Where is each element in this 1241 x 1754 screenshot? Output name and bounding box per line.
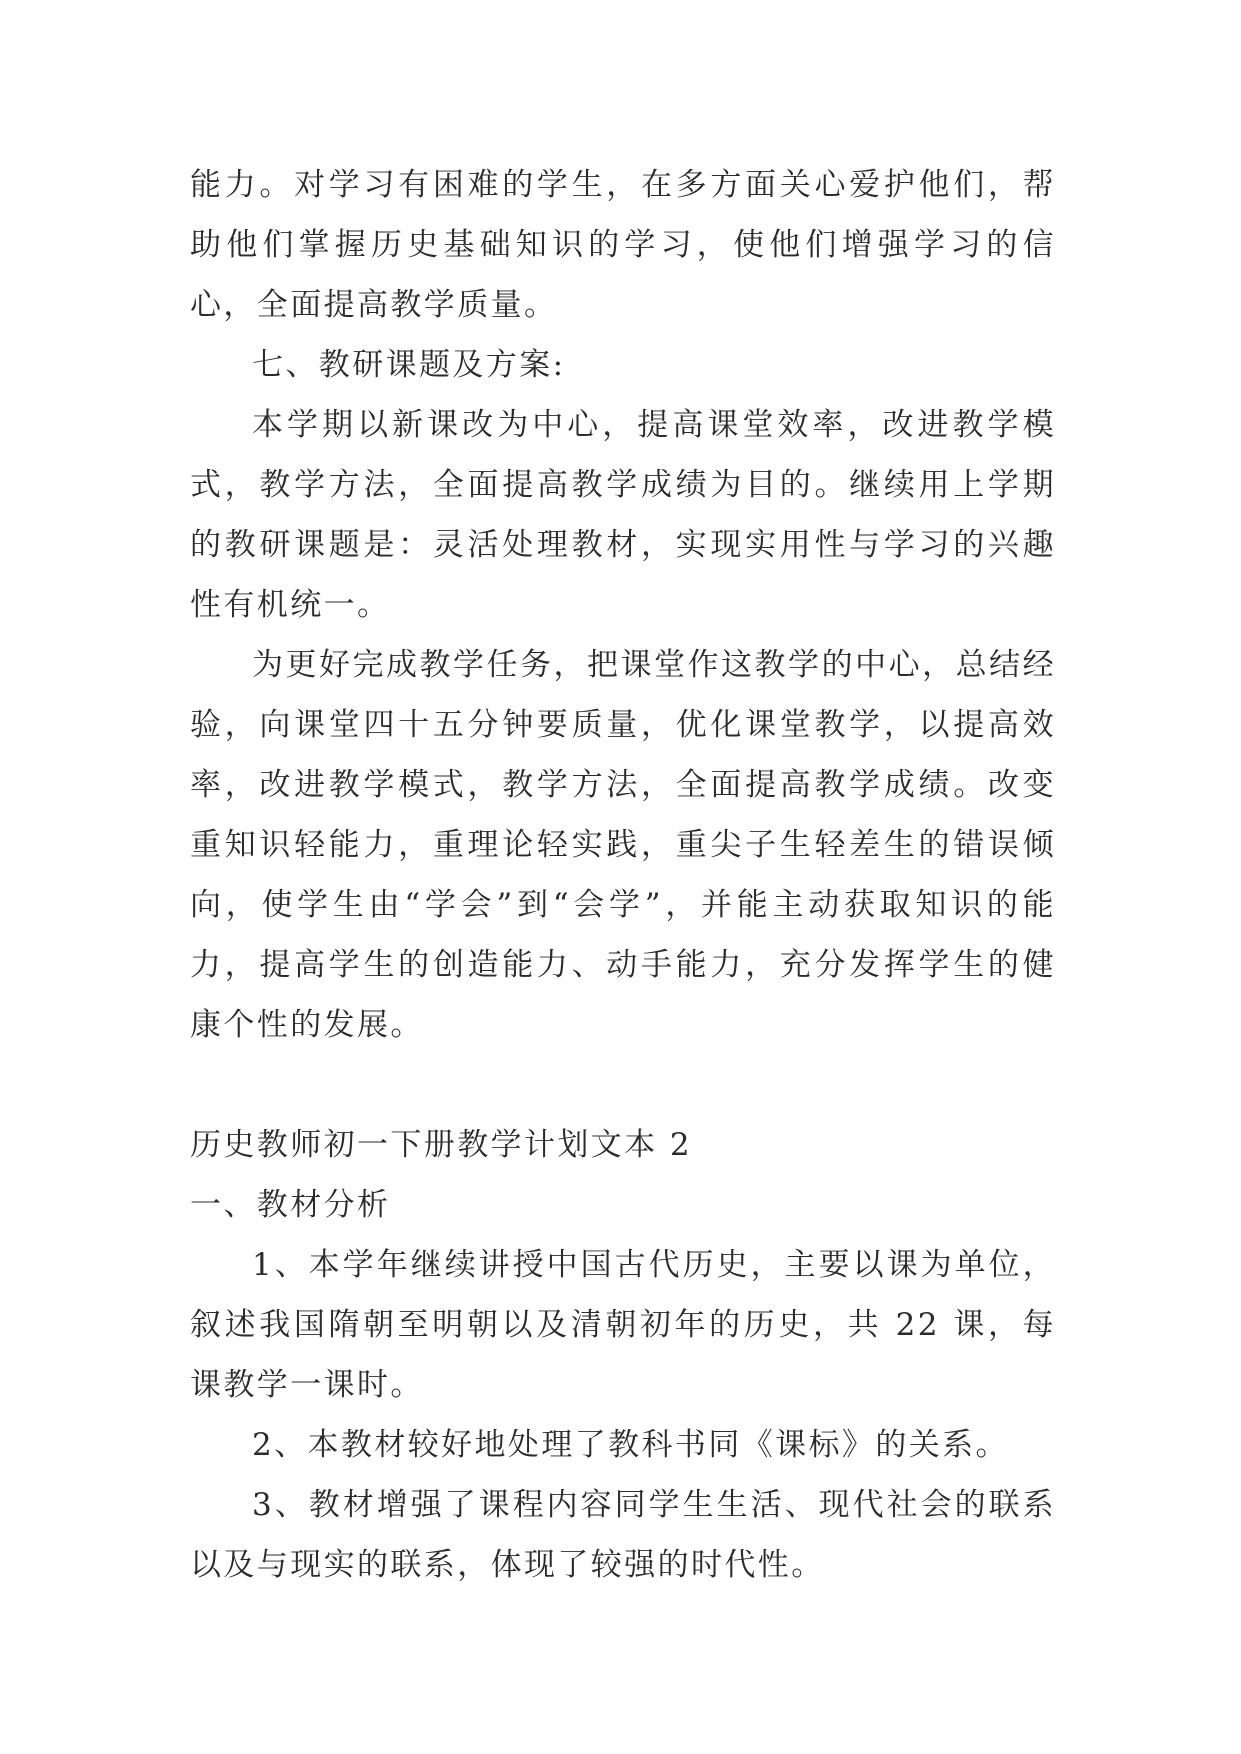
list-item-1: 1、本学年继续讲授中国古代历史，主要以课为单位，叙述我国隋朝至明朝以及清朝初年的历史，共 22 课，每课教学一课时。 bbox=[190, 1247, 1056, 1403]
section-heading-research: 七、教研课题及方案: bbox=[252, 347, 566, 383]
list-item-2: 2、本教材较好地处理了教科书同《课标》的关系。 bbox=[252, 1427, 1009, 1463]
document-section-title: 历史教师初一下册教学计划文本 2 bbox=[190, 1127, 692, 1163]
paragraph-research-topic: 本学期以新课改为中心，提高课堂效率，改进教学模式，教学方法，全面提高教学成绩为目的。继续用上学期的教研课题是：灵活处理教材，实现实用性与学习的兴趣性有机统一。 bbox=[190, 407, 1056, 623]
list-item-3: 3、教材增强了课程内容同学生生活、现代社会的联系以及与现实的联系，体现了较强的时代性。 bbox=[190, 1487, 1056, 1583]
document-body bbox=[190, 155, 1056, 1595]
section-heading-textbook-analysis: 一、教材分析 bbox=[190, 1187, 391, 1223]
paragraph-teaching-tasks: 为更好完成教学任务，把课堂作这教学的中心，总结经验，向课堂四十五分钟要质量，优化课堂教学，以提高效率，改进教学模式，教学方法，全面提高教学成绩。改变重知识轻能力，重理论轻实践，重尖子生轻差生的错误倾向，使学生由“学会”到“会学”，并能主动获取知识的能力，提高学生的创造能力、动手能力，充分发挥学生的健康个性的发展。 bbox=[190, 647, 1056, 1043]
paragraph-continuation: 能力。对学习有困难的学生，在多方面关心爱护他们，帮助他们掌握历史基础知识的学习，使他们增强学习的信心，全面提高教学质量。 bbox=[190, 167, 1056, 323]
